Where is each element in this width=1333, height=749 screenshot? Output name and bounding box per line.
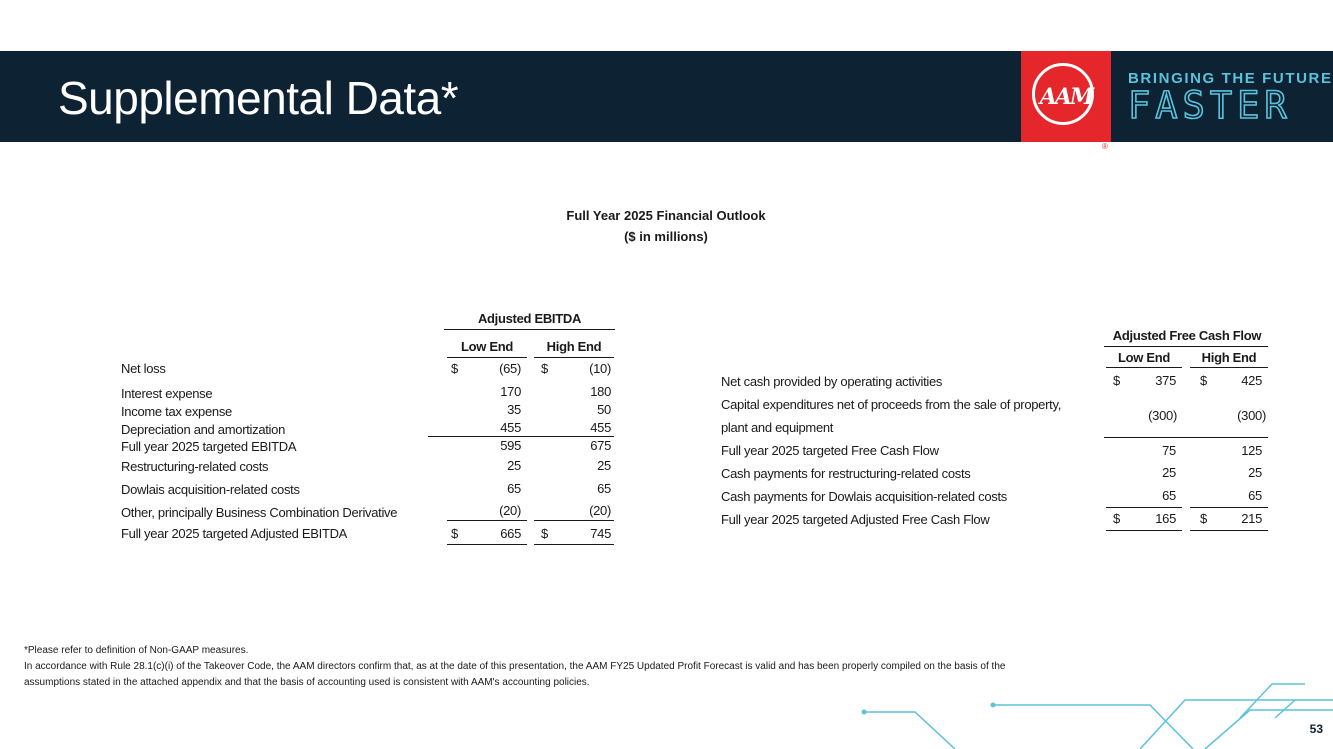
- ebitda-row-low: 455: [500, 420, 521, 435]
- fcf-row-label: Full year 2025 targeted Free Cash Flow: [721, 443, 939, 458]
- fcf-row-high: 65: [1248, 488, 1262, 503]
- ebitda-row-low: 35: [507, 402, 521, 417]
- fcf-row-high-currency: $: [1200, 511, 1207, 526]
- ebitda-row-high: 50: [597, 402, 611, 417]
- fcf-row-low: 65: [1162, 488, 1176, 503]
- ebitda-row-low-currency: $: [451, 361, 458, 376]
- ebitda-row-high: 675: [590, 438, 611, 453]
- fcf-group-header: Adjusted Free Cash Flow: [1112, 328, 1262, 343]
- ebitda-row-high-currency: $: [541, 361, 548, 376]
- tagline-top: BRINGING THE FUTURE: [1128, 70, 1333, 87]
- fcf-row-high: 25: [1248, 465, 1262, 480]
- ebitda-row-high: 745: [590, 526, 611, 541]
- fcf-row-label: Net cash provided by operating activities: [721, 374, 943, 389]
- ebitda-row-label: Depreciation and amortization: [121, 422, 286, 437]
- fcf-row-low: 25: [1162, 465, 1176, 480]
- fcf-row-high: 425: [1241, 373, 1262, 388]
- fcf-col-low: Low End: [1117, 350, 1171, 365]
- ebitda-row-low: (65): [499, 361, 521, 376]
- ebitda-row-label: Other, principally Business Combination Derivative: [121, 505, 398, 520]
- ebitda-row-label: Dowlais acquisition-related costs: [121, 482, 300, 497]
- ebitda-row-label: Net loss: [121, 361, 166, 376]
- footnote-nongaap: *Please refer to definition of Non-GAAP measures.: [24, 645, 249, 656]
- outlook-subtitle: ($ in millions): [624, 229, 708, 244]
- ebitda-row-low-currency: $: [451, 526, 458, 541]
- fcf-col-high: High End: [1201, 350, 1257, 365]
- fcf-row-low: 75: [1162, 443, 1176, 458]
- fcf-row-low-currency: $: [1113, 373, 1120, 388]
- ebitda-row-low: 25: [507, 458, 521, 473]
- fcf-row-label: Cash payments for restructuring-related costs: [721, 466, 971, 481]
- fcf-row-label: Cash payments for Dowlais acquisition-related costs: [721, 489, 1007, 504]
- fcf-row-label: Full year 2025 targeted Adjusted Free Cash Flow: [721, 512, 990, 527]
- ebitda-row-low: 170: [500, 384, 521, 399]
- ebitda-row-high: 180: [590, 384, 611, 399]
- tagline-bottom: FASTER: [1128, 84, 1292, 127]
- ebitda-row-low: 65: [507, 481, 521, 496]
- footnote-takeover-code-continued: assumptions stated in the attached appendix and that the basis of accounting used is consistent with AAM's accounting policies.: [24, 677, 590, 688]
- ebitda-row-high: (20): [589, 503, 611, 518]
- outlook-title: Full Year 2025 Financial Outlook: [566, 208, 766, 223]
- ebitda-col-low: Low End: [460, 339, 514, 354]
- fcf-row-high: 215: [1241, 511, 1262, 526]
- ebitda-row-low: (20): [499, 503, 521, 518]
- ebitda-row-high: 455: [590, 420, 611, 435]
- fcf-row-label: Capital expenditures net of proceeds from the sale of property,: [721, 397, 1062, 412]
- fcf-row-low-currency: $: [1113, 511, 1120, 526]
- ebitda-row-label: Full year 2025 targeted EBITDA: [121, 439, 297, 454]
- ebitda-row-label: Restructuring-related costs: [121, 459, 269, 474]
- ebitda-row-low: 595: [500, 438, 521, 453]
- fcf-row-high-currency: $: [1200, 373, 1207, 388]
- ebitda-row-high: (10): [589, 361, 611, 376]
- fcf-row-low: (300): [1148, 408, 1177, 423]
- ebitda-row-high: 25: [597, 458, 611, 473]
- footnote-takeover-code: In accordance with Rule 28.1(c)(i) of the Takeover Code, the AAM directors confirm that, as at the date of this presentation, the AAM FY25 Updated Profit Forecast is valid and has been properly compiled on the basis of the: [24, 661, 1006, 672]
- fcf-row-low: 375: [1155, 373, 1176, 388]
- page-title: Supplemental Data*: [58, 72, 459, 124]
- ebitda-row-label: Income tax expense: [121, 404, 232, 419]
- ebitda-row-label: Full year 2025 targeted Adjusted EBITDA: [121, 526, 348, 541]
- fcf-row-high: (300): [1237, 408, 1266, 423]
- fcf-row-low: 165: [1155, 511, 1176, 526]
- logo-text: AAM: [1039, 83, 1093, 110]
- ebitda-row-label: Interest expense: [121, 386, 213, 401]
- ebitda-row-high: 65: [597, 481, 611, 496]
- ebitda-row-low: 665: [500, 526, 521, 541]
- registered-mark: ®: [1102, 142, 1108, 151]
- page-number: 53: [1309, 722, 1323, 736]
- fcf-row-high: 125: [1241, 443, 1262, 458]
- ebitda-group-header: Adjusted EBITDA: [477, 311, 582, 326]
- ebitda-col-high: High End: [546, 339, 602, 354]
- ebitda-row-high-currency: $: [541, 526, 548, 541]
- fcf-row-label-continued: plant and equipment: [721, 420, 834, 435]
